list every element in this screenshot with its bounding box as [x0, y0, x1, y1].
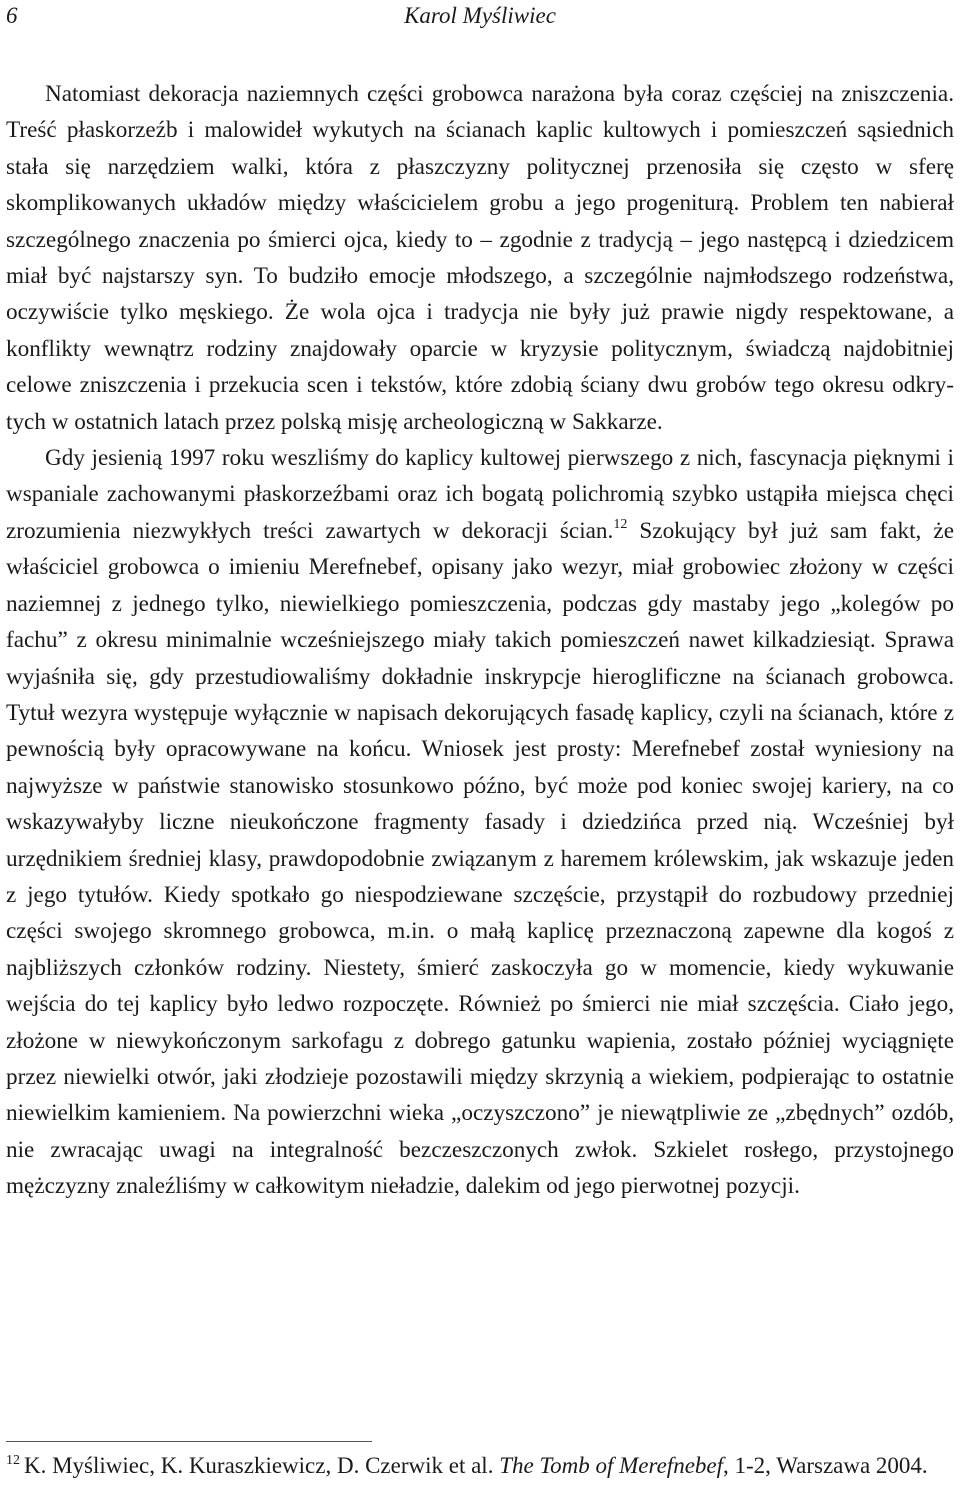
footnote-separator	[6, 1441, 372, 1442]
paragraph-2-text-before-note: Gdy jesienią 1997 roku weszliśmy do kaplicy kultowej pierwszego z nich, fascynacja pięknymi i wspaniale zachowanymi płaskorzeźbami oraz ich bogatą polichromią szybko ustąpiła miejsca chęci zrozumienia niezwykłych treści zawartych w dekoracji ścian.	[6, 445, 954, 544]
paragraph-1: Natomiast dekoracja naziemnych części grobowca narażona była coraz częściej na zniszczenia. Treść płaskorzeźb i malowideł wykutych na ścianach kaplic kultowych i pomieszczeń sąsiednich stała się narzędziem walki, która z płaszczyzny politycznej przenosiła się często w sferę skomplikowanych układów między właścicielem grobu a jego progeniturą. Problem ten nabierał szczególnego znaczenia po śmierci ojca, kiedy to – zgodnie z tradycją – jego następcą i dziedzicem miał być najstarszy syn. To budziło emocje młodszego, a szczególnie najmłodszego rodzeństwa, oczywiście tylko męskiego. Że wola ojca i tradycja nie były już prawie nigdy respektowane, a konflikty wewnątrz rodziny znajdowały oparcie w kryzysie politycznym, świadczą najdobitniej celowe zniszczenia i przekucia scen i tekstów, które zdobią ściany dwu grobów tego okresu odkrytych w ostatnich latach przez polską misję archeologiczną w Sakkarze.	[6, 81, 954, 435]
footnote-number: 12	[6, 1453, 20, 1468]
footnote-authors: K. Myśliwiec, K. Kuraszkiewicz, D. Czerwik et al.	[24, 1453, 500, 1478]
running-header-author: Karol Myśliwiec	[404, 3, 556, 28]
running-header	[0, 0, 960, 30]
paragraph-2	[6, 440, 954, 1205]
paragraph-2-text-after-note: Szokujący był już sam fakt, że właściciel grobowca o imieniu Merefnebef, opisany jako wezyr, miał grobowiec złożony w części naziemnej z jednego tylko, niewielkiego pomieszczenia, podczas gdy mastaby jego „kolegów po fachu” z okresu minimalnie wcześniejszego miały takich pomieszczeń nawet kilkadziesiąt. Sprawa wyjaśniła się, gdy przestudiowaliśmy dokładnie inskrypcje hieroglificzne na ścianach grobowca. Tytuł wezyra występuje wyłącznie w napisach dekorujących fasadę kaplicy, czyli na ścianach, które z pewnością były opracowywane na końcu. Wniosek jest prosty: Merefnebef został wyniesiony na najwyższe w państwie stanowisko stosunkowo późno, być może pod koniec swojej kariery, na co wskazywałyby liczne nieukończone fragmenty fasady i dziedzińca przed nią. Wcześniej był urzędnikiem średniej klasy, prawdopodobnie związanym z haremem królewskim, jak wskazuje jeden z jego tytułów. Kiedy spotkało go niespodziewane szczęście, przystąpił do rozbudowy przedniej części swojego skromnego grobowca, m.in. o małą kaplicę przeznaczoną zapewne dla kogoś z najbliższych członków rodziny. Niestety, śmierć zaskoczyła go w momencie, kiedy wykuwanie wejścia do tej kaplicy było ledwo rozpoczęte. Również po śmierci nie miał szczęścia. Ciało jego, złożone w niewykończonym sarkofagu z dobrego gatunku wapienia, zostało później wyciągnięte przez niewielki otwór, jaki złodzieje pozostawili między skrzynią a wiekiem, podpierając to ostatnie niewielkim kamieniem. Na powierzchni wieka „oczyszczono” je niewątpliwie ze „zbędnych” ozdób, nie zwracając uwagi na integralność bezczeszczonych zwłok. Szkielet rosłego, przystojnego mężczyzny znaleźliśmy w całkowitym nieładzie, dalekim od jego pierwotnej pozycji.	[6, 517, 954, 1200]
body-text	[6, 76, 954, 1205]
page-number: 6	[6, 3, 18, 28]
footnote-title: The Tomb of Merefnebef	[499, 1453, 724, 1478]
footnote-reference[interactable]: 12	[613, 516, 628, 532]
footnote-publication: , 1-2, Warszawa 2004.	[723, 1453, 928, 1478]
footnote	[6, 1451, 954, 1481]
